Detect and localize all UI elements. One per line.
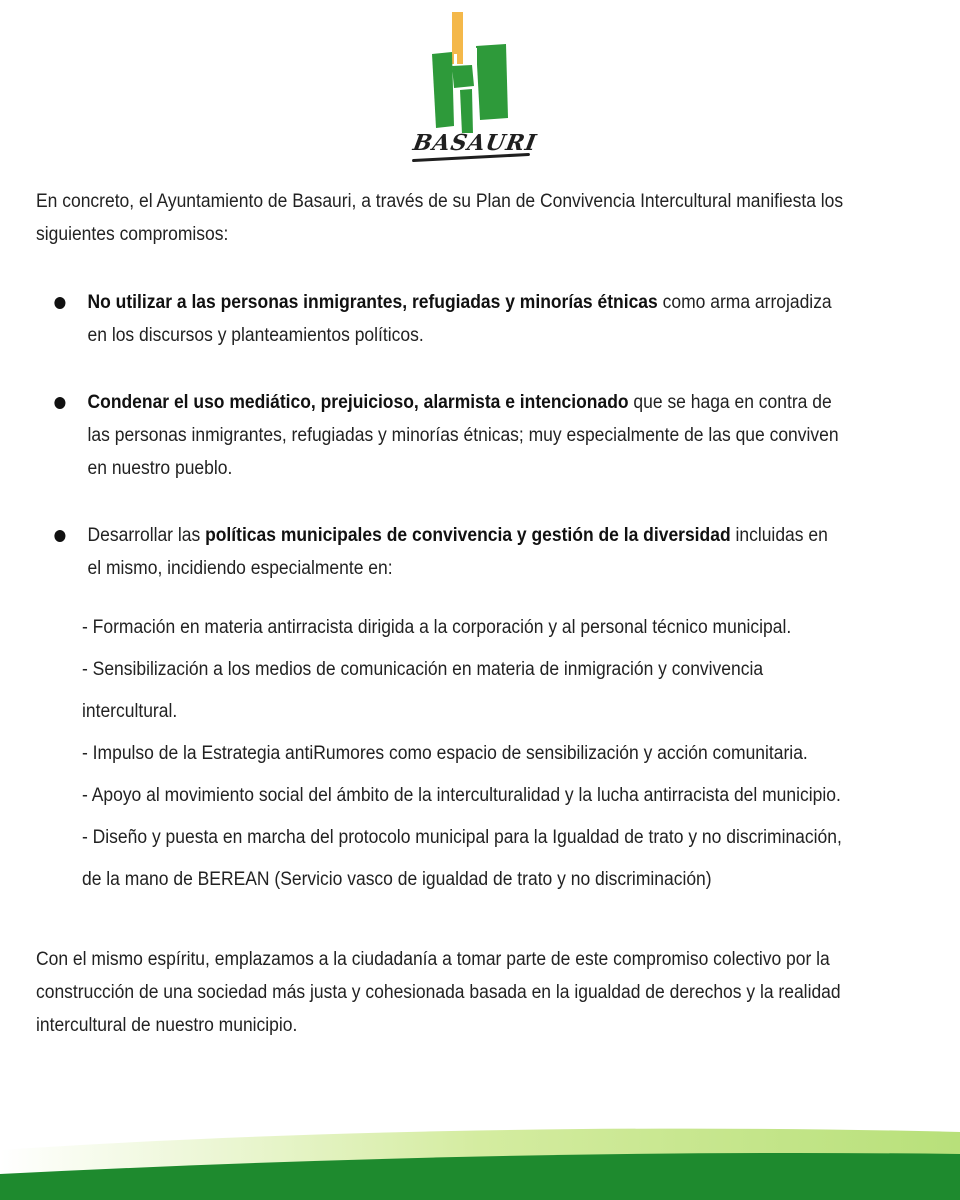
logo-yellow-bar (452, 12, 463, 64)
commitment-text: que se haga en contra de las personas inmigrantes, refugiadas y minorías étnicas; muy especialmente de las que conviven en nuestro pueblo. (87, 392, 839, 479)
intro-paragraph: En concreto, el Ayuntamiento de Basauri, a través de su Plan de Convivencia Intercultural manifiesta los siguientes compromisos: (36, 191, 844, 245)
sublist-item: - Diseño y puesta en marcha del protocolo municipal para la Igualdad de trato y no discriminación, de la mano de BEREAN (Servicio vasco de igualdad de trato y no discriminación) (82, 827, 842, 890)
list-item (36, 286, 846, 352)
sublist-item: - Apoyo al movimiento social del ámbito de la interculturalidad y la lucha antirracista del municipio. (82, 785, 841, 806)
list-item (36, 386, 846, 485)
commitment-text-before: Desarrollar las (87, 525, 206, 546)
basauri-logo (400, 8, 550, 168)
logo-green-block-middle (452, 65, 474, 88)
logo-green-pillar (460, 89, 473, 133)
bullet-icon (54, 530, 65, 542)
policy-sublist (82, 607, 846, 901)
commitment-bold: políticas municipales de convivencia y gestión de la diversidad (205, 525, 731, 546)
document-body (36, 185, 846, 1042)
commitment-bold: No utilizar a las personas inmigrantes, refugiadas y minorías étnicas (87, 292, 658, 313)
logo-wordmark: BASAURI (411, 130, 539, 156)
bullet-icon (54, 397, 65, 409)
sublist-item: - Sensibilización a los medios de comunicación en materia de inmigración y convivencia intercultural. (82, 659, 764, 722)
logo-cut-line (474, 48, 477, 118)
commitment-text: como arma arrojadiza en los discursos y planteamientos políticos. (87, 292, 832, 346)
list-item (36, 519, 846, 901)
footer-wave (0, 1110, 960, 1200)
bullet-icon (54, 297, 65, 309)
commitment-text: incluidas en el mismo, incidiendo especialmente en: (87, 525, 828, 579)
basauri-emblem-icon (400, 8, 550, 133)
commitments-list (36, 286, 846, 901)
logo-green-block-left (432, 52, 454, 128)
logo-cut-line (454, 54, 457, 64)
closing-paragraph: Con el mismo espíritu, emplazamos a la ciudadanía a tomar parte de este compromiso colectivo por la construcción de una sociedad más justa y cohesionada basada en la igualdad de derechos y la realidad intercultural de nuestro municipio. (36, 949, 841, 1036)
sublist-item: - Impulso de la Estrategia antiRumores como espacio de sensibilización y acción comunitaria. (82, 743, 808, 764)
commitment-bold: Condenar el uso mediático, prejuicioso, alarmista e intencionado (87, 392, 629, 413)
logo-green-block-right (476, 44, 508, 120)
sublist-item: - Formación en materia antirracista dirigida a la corporación y al personal técnico municipal. (82, 617, 792, 638)
